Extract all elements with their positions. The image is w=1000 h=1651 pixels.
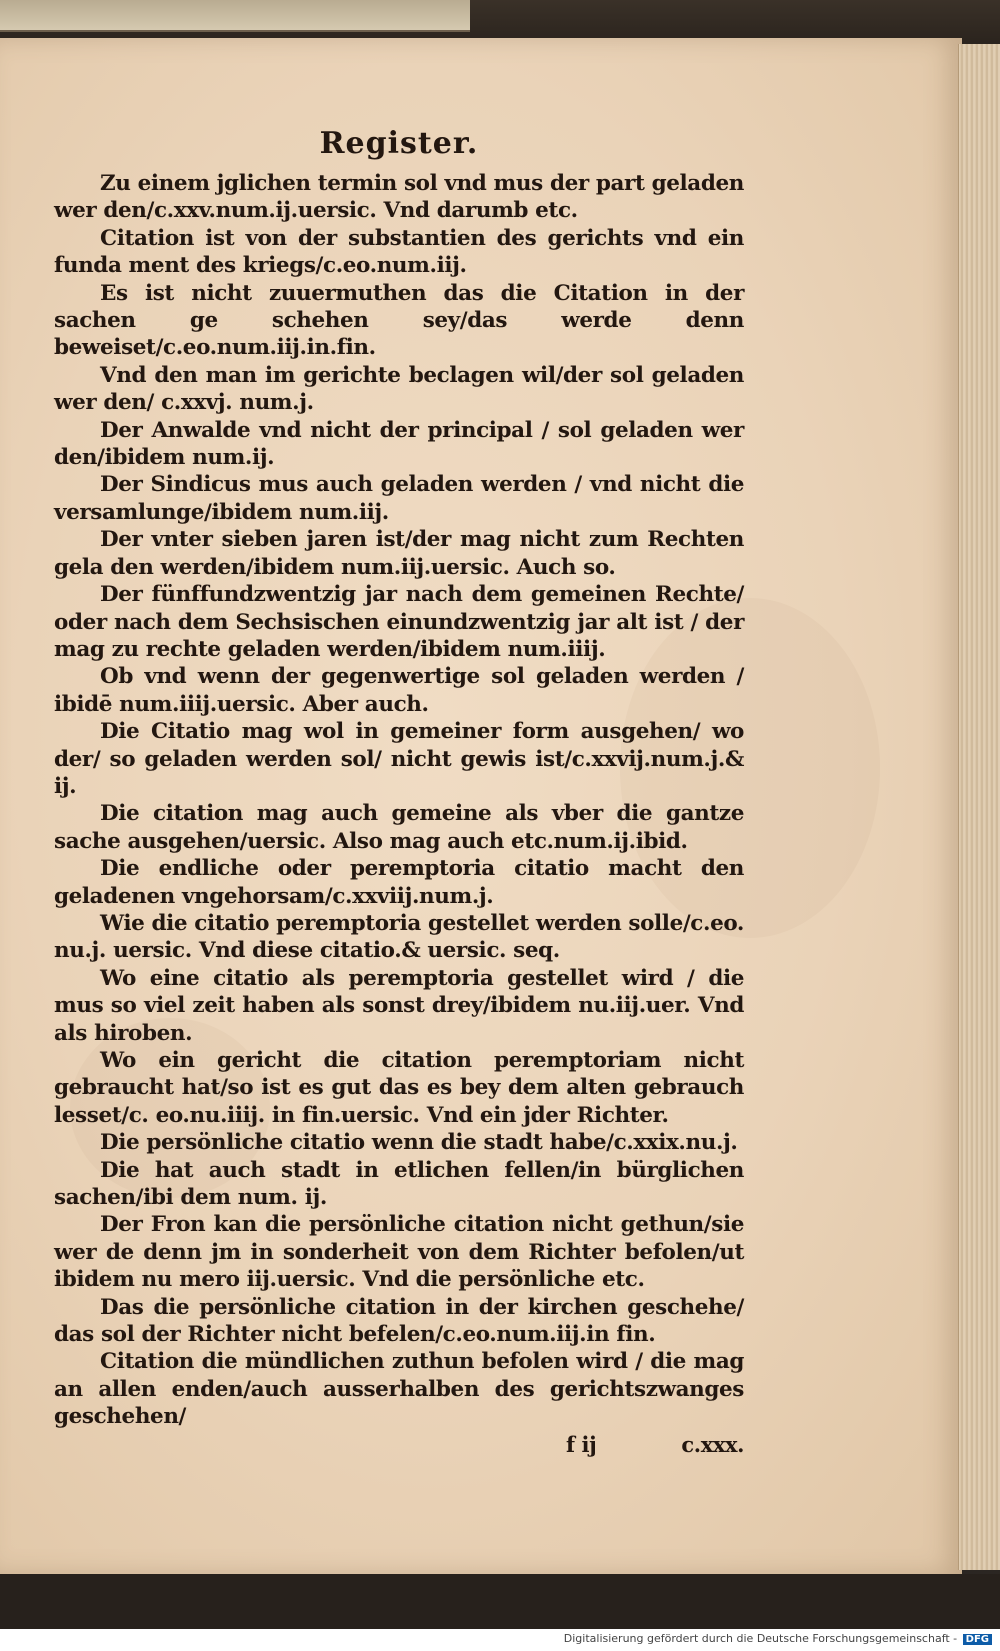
cover-leather-strip: [0, 0, 470, 32]
page-heading: Register.: [319, 126, 479, 161]
register-entry: Wo eine citatio als peremptoria gestellet wird / die mus so viel zeit haben als sonst drey/ibidem nu.iij.uer. Vnd als hiroben.: [54, 965, 744, 1046]
page-edges: [958, 44, 1000, 1570]
register-entry: Die hat auch stadt in etlichen fellen/in bürglichen sachen/ibi dem num. ij.: [54, 1157, 744, 1211]
page-footer: [54, 1431, 744, 1459]
register-entry: Die persönliche citatio wenn die stadt habe/c.xxix.nu.j.: [100, 1130, 738, 1156]
register-entry: Es ist nicht zuuermuthen das die Citation in der sachen ge schehen sey/das werde denn beweiset/c.eo.num.iij.in.fin.: [54, 280, 744, 361]
register-entry: Wie die citatio peremptoria gestellet werden solle/c.eo. nu.j. uersic. Vnd diese citatio.& uersic. seq.: [54, 910, 745, 964]
register-entry: Die endliche oder peremptoria citatio macht den geladenen vngehorsam/c.xxviij.num.j.: [54, 856, 744, 909]
register-entry: Die Citatio mag wol in gemeiner form ausgehen/ wo der/ so geladen werden sol/ nicht gewis ist/c.xxvij.num.j.& ij.: [54, 719, 744, 799]
register-entry: Citation ist von der substantien des gerichts vnd ein funda ment des kriegs/c.eo.num.iij.: [54, 225, 744, 279]
register-entry: Der Sindicus mus auch geladen werden / vnd nicht die versamlunge/ibidem num.iij.: [54, 472, 744, 525]
register-entry: Vnd den man im gerichte beclagen wil/der sol geladen wer den/ c.xxvj. num.j.: [54, 362, 744, 416]
credit-bar: [0, 1629, 1000, 1651]
register-entry: Citation die mündlichen zuthun befolen wird / die mag an allen enden/auch ausserhalben des gerichtszwanges geschehen/: [54, 1349, 744, 1430]
register-entry: Ob vnd wenn der gegenwertige sol geladen werden / ibidē num.iiij.uersic. Aber auch.: [54, 664, 744, 717]
book-cover-bottom: [0, 1574, 1000, 1629]
dfg-logo: DFG: [963, 1634, 992, 1645]
signature-mark: f ij: [566, 1431, 597, 1457]
credit-line: [564, 1632, 992, 1645]
register-entry: Der vnter sieben jaren ist/der mag nicht zum Rechten gela den werden/ibidem num.iij.uersic. Auch so.: [54, 527, 744, 580]
register-entry: Der fünffundzwentzig jar nach dem gemeinen Rechte/ oder nach dem Sechsischen einundzwentzig jar alt ist / der mag zu rechte geladen werden/ibidem num.iiij.: [54, 582, 744, 662]
register-entry: Das die persönliche citation in der kirchen geschehe/ das sol der Richter nicht befelen/c.eo.num.iij.in fin.: [54, 1294, 744, 1348]
register-entry: Der Anwalde vnd nicht der principal / sol geladen wer den/ibidem num.ij.: [54, 417, 744, 471]
register-entry: Die citation mag auch gemeine als vber die gantze sache ausgehen/uersic. Also mag auch etc.num.ij.ibid.: [54, 801, 744, 854]
credit-text: Digitalisierung gefördert durch die Deutsche Forschungsgemeinschaft -: [563, 1632, 958, 1645]
register-entry: Der Fron kan die persönliche citation nicht gethun/sie wer de denn jm in sonderheit von dem Richter befolen/ut ibidem nu mero iij.uersic. Vnd die persönliche etc.: [54, 1212, 744, 1293]
register-text: [54, 122, 744, 1459]
register-entry: Zu einem jglichen termin sol vnd mus der part geladen wer den/c.xxv.num.ij.uersic. Vnd darumb etc.: [54, 171, 744, 224]
catchword: c.xxx.: [681, 1431, 744, 1457]
register-entry: Wo ein gericht die citation peremptoriam nicht gebraucht hat/so ist es gut das es bey dem alten gebrauch lesset/c. eo.nu.iiij. in fin.uersic. Vnd ein jder Richter.: [54, 1048, 744, 1128]
